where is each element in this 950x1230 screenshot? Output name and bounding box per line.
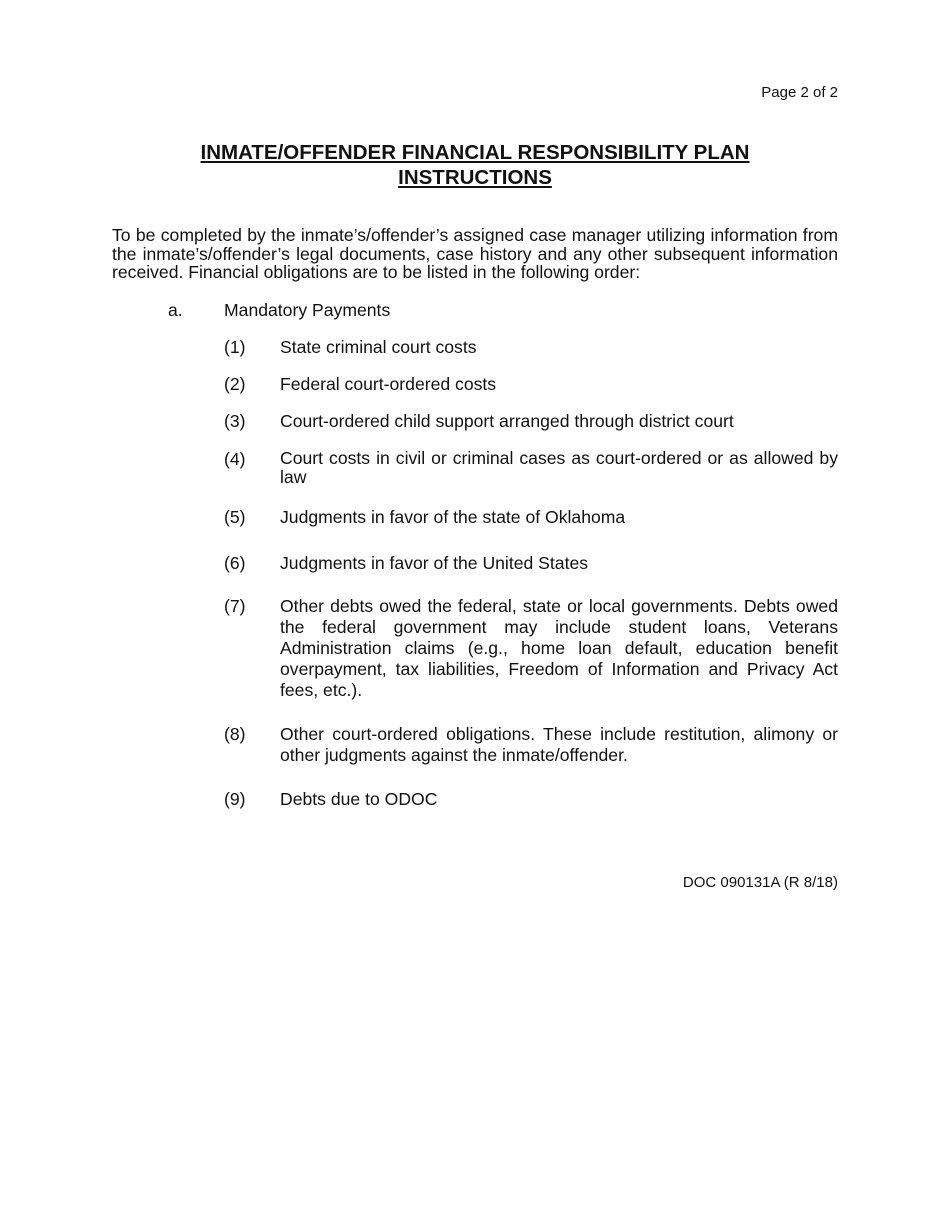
- list-item-text: Federal court-ordered costs: [280, 374, 497, 394]
- list-item-number: (7): [224, 596, 246, 616]
- list-item-text: Judgments in favor of the United States: [280, 553, 589, 573]
- list-item-text: State criminal court costs: [280, 337, 477, 357]
- list-item-text: Judgments in favor of the state of Oklahoma: [280, 507, 626, 527]
- list-item-number: (2): [224, 374, 246, 394]
- list-item-text: Debts due to ODOC: [280, 789, 438, 809]
- list-item-text: Other court-ordered obligations. These include restitution, alimony or other judgments against the inmate/offender.: [280, 724, 838, 765]
- list-item-text: Court costs in civil or criminal cases as court-ordered or as allowed by law: [280, 448, 838, 487]
- page-title: [0, 140, 950, 190]
- page-title-line-2: INSTRUCTIONS: [398, 166, 552, 189]
- intro-paragraph: To be completed by the inmate’s/offender’s assigned case manager utilizing information from the inmate’s/offender’s legal documents, case history and any other subsequent information received. Financial obligations are to be listed in the following order:: [112, 225, 838, 282]
- section-a-marker: a.: [168, 300, 183, 320]
- list-item-number: (4): [224, 449, 246, 469]
- list-item-number: (5): [224, 507, 246, 527]
- page-title-line-1: INMATE/OFFENDER FINANCIAL RESPONSIBILITY PLAN: [200, 141, 750, 164]
- form-number: DOC 090131A (R 8/18): [682, 874, 838, 891]
- list-item-number: (6): [224, 553, 246, 573]
- list-item-text: Court-ordered child support arranged through district court: [280, 411, 734, 431]
- page-number: Page 2 of 2: [761, 84, 838, 101]
- list-item-text: Other debts owed the federal, state or local governments. Debts owed the federal government may include student loans, Veterans Administration claims (e.g., home loan default, education benefit overpayment, tax liabilities, Freedom of Information and Privacy Act fees, etc.).: [280, 596, 838, 700]
- section-a-label: Mandatory Payments: [224, 300, 391, 320]
- list-item-number: (3): [224, 411, 246, 431]
- list-item-number: (8): [224, 724, 246, 744]
- list-item-number: (9): [224, 789, 246, 809]
- list-item-number: (1): [224, 337, 246, 357]
